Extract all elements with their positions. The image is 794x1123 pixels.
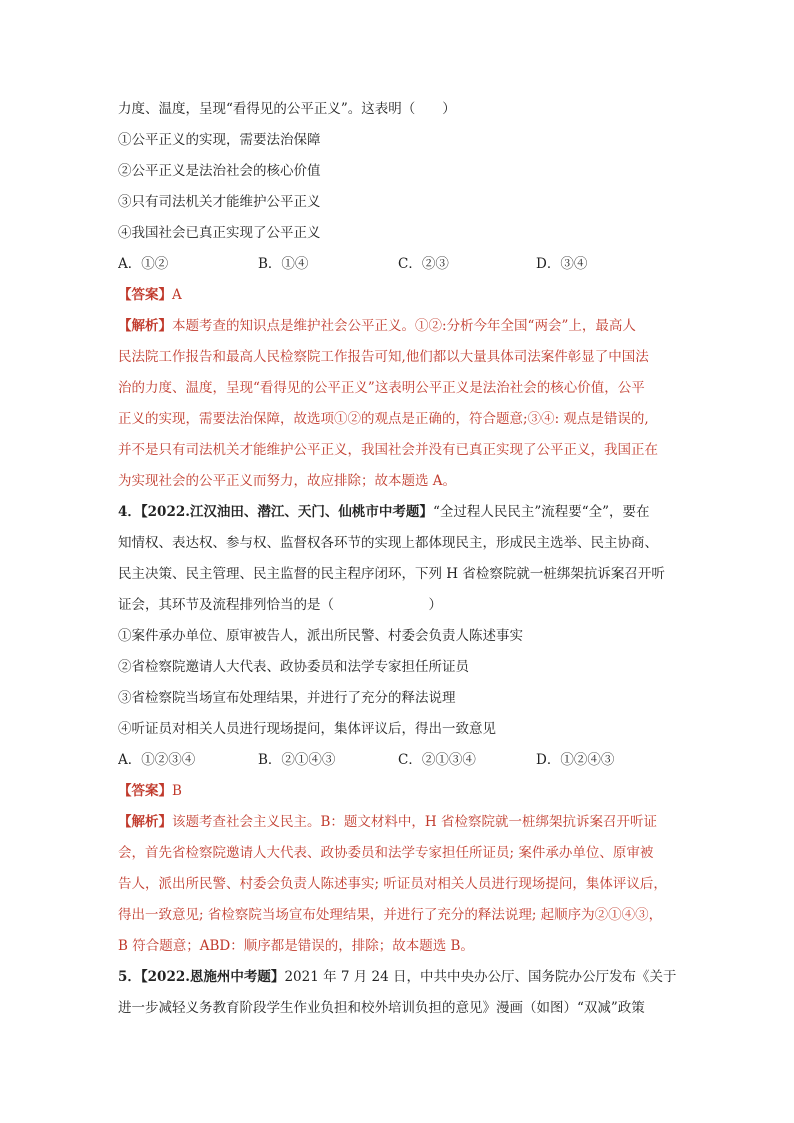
q4-choice-c: C．②①③④ [398,752,476,768]
q4-option-1: ①案件承办单位、原审被告人，派出所民警、村委会负责人陈述事实 [118,628,523,644]
q3-option-3: ③只有司法机关才能维护公平正义 [118,194,321,210]
q3-analysis-line-4 [118,404,684,435]
q4-analysis-line-2: 会，首先省检察院邀请人大代表、政协委员和法学专家担任所证员; 案件承办单位、原审被 [118,845,654,861]
q4-option-4: ④听证员对相关人员进行现场提问，集体评议后，得出一致意见 [118,721,496,737]
q4-stem-text: “全过程人民民主”流程要“全”，要在 [432,504,650,520]
q3-analysis-tag: 【解析】 [118,318,172,334]
q3-analysis-line-3 [118,373,684,404]
q3-analysis-quote: “看得见的公平正义” [253,380,375,396]
q3-choice-d: D．③④ [536,256,588,272]
q3-stem-tail: 力度、温度，呈现“看得见的公平正义”。这表明（ ） [118,101,456,117]
q3-choice-a: A．①② [118,256,169,272]
q3-analysis-line-2: 民法院工作报告和最高人民检察院工作报告可知,他们都以大量具体司法案件彰显了中国法 [118,349,649,365]
q3-analysis-text: 本题考查的知识点是维护社会公平正义。 [172,318,415,334]
q3-option-4: ④我国社会已真正实现了公平正义 [118,225,321,241]
q4-analysis-line-4: 得出一致意见; 省检察院当场宣布处理结果，并进行了充分的释法说理; 起顺序为②①④③， [118,907,663,923]
q4-source: 【2022.江汉油田、潜江、天门、仙桃市中考题】 [140,504,433,520]
q4-choices [118,745,684,776]
q4-analysis-tag: 【解析】 [118,814,172,830]
q3-option-1: ①公平正义的实现，需要法治保障 [118,132,321,148]
q4-answer-tag: 【答案】 [118,783,172,799]
q4-answer [118,776,684,807]
q3-analysis-highlight: ③④ [527,411,555,427]
q3-analysis-text: : 观点是错误的, [554,411,649,427]
q4-choice-d: D．①②④③ [536,752,615,768]
q4-choice-b: B．②①④③ [258,752,336,768]
q5-stem-text: 2021 年 7 月 24 日，中共中央办公厅、国务院办公厅发布《关于 [284,969,677,985]
q3-choices [118,249,684,280]
q3-answer [118,280,684,311]
q4-stem-line-4: 证会，其环节及流程排列恰当的是（ ） [118,597,442,613]
q3-option-2: ②公平正义是法治社会的核心价值 [118,163,321,179]
q3-analysis-text: 正义的实现，需要法治保障，故选项①②的观点是正确的，符合题意; [118,411,528,427]
q3-analysis-highlight: ①②: [415,318,447,334]
q5-source: 【2022.恩施州中考题】 [140,969,285,985]
q3-analysis-text: 这表明公平正义是法治社会的核心价值，公平 [374,380,645,396]
q4-analysis-line-3: 告人，派出所民警、村委会负责人陈述事实; 听证员对相关人员进行现场提问，集体评议后， [118,876,667,892]
q4-number: 4． [118,504,141,520]
q4-analysis-line-1 [118,807,684,838]
q4-choice-a: A．①②③④ [118,752,196,768]
q4-stem-line-3: 民主决策、民主管理、民主监督的民主程序闭环，下列 H 省检察院就一桩绑架抗诉案召开听 [118,566,665,582]
q3-analysis-text: 治的力度、温度，呈现 [118,380,253,396]
q5-number: 5． [118,969,141,985]
q3-choice-b: B．①④ [258,256,309,272]
q4-option-2: ②省检察院邀请人大代表、政协委员和法学专家担任所证员 [118,659,469,675]
q5-stem-line-1 [118,962,684,993]
q4-analysis-line-5: B 符合题意；ABD：顺序都是错误的，排除；故本题选 B。 [118,938,474,954]
q5-stem-line-2: 进一步减轻义务教育阶段学生作业负担和校外培训负担的意见》漫画（如图）“双减”政策 [118,1000,645,1016]
q3-analysis-line-5: 并不是只有司法机关才能维护公平正义，我国社会并没有已真正实现了公平正义，我国正在 [118,442,658,458]
q3-analysis-line-6: 为实现社会的公平正义而努力，故应排除；故本题选 A。 [118,473,457,489]
q4-stem-line-2: 知情权、表达权、参与权、监督权各环节的实现上都体现民主，形成民主选举、民主协商、 [118,535,658,551]
q3-analysis-text: 分析今年全国“两会”上，最高人 [446,318,636,334]
q3-answer-value: A [172,287,182,303]
q3-analysis-line-1 [118,311,684,342]
q4-option-3: ③省检察院当场宣布处理结果，并进行了充分的释法说理 [118,690,456,706]
document-page [118,94,684,1024]
q4-analysis-text: 该题考查社会主义民主。B：题文材料中，H 省检察院就一桩绑架抗诉案召开听证 [172,814,657,830]
q4-stem-line-1 [118,497,684,528]
q3-answer-tag: 【答案】 [118,287,172,303]
q3-choice-c: C．②③ [398,256,449,272]
q4-answer-value: B [172,783,182,799]
